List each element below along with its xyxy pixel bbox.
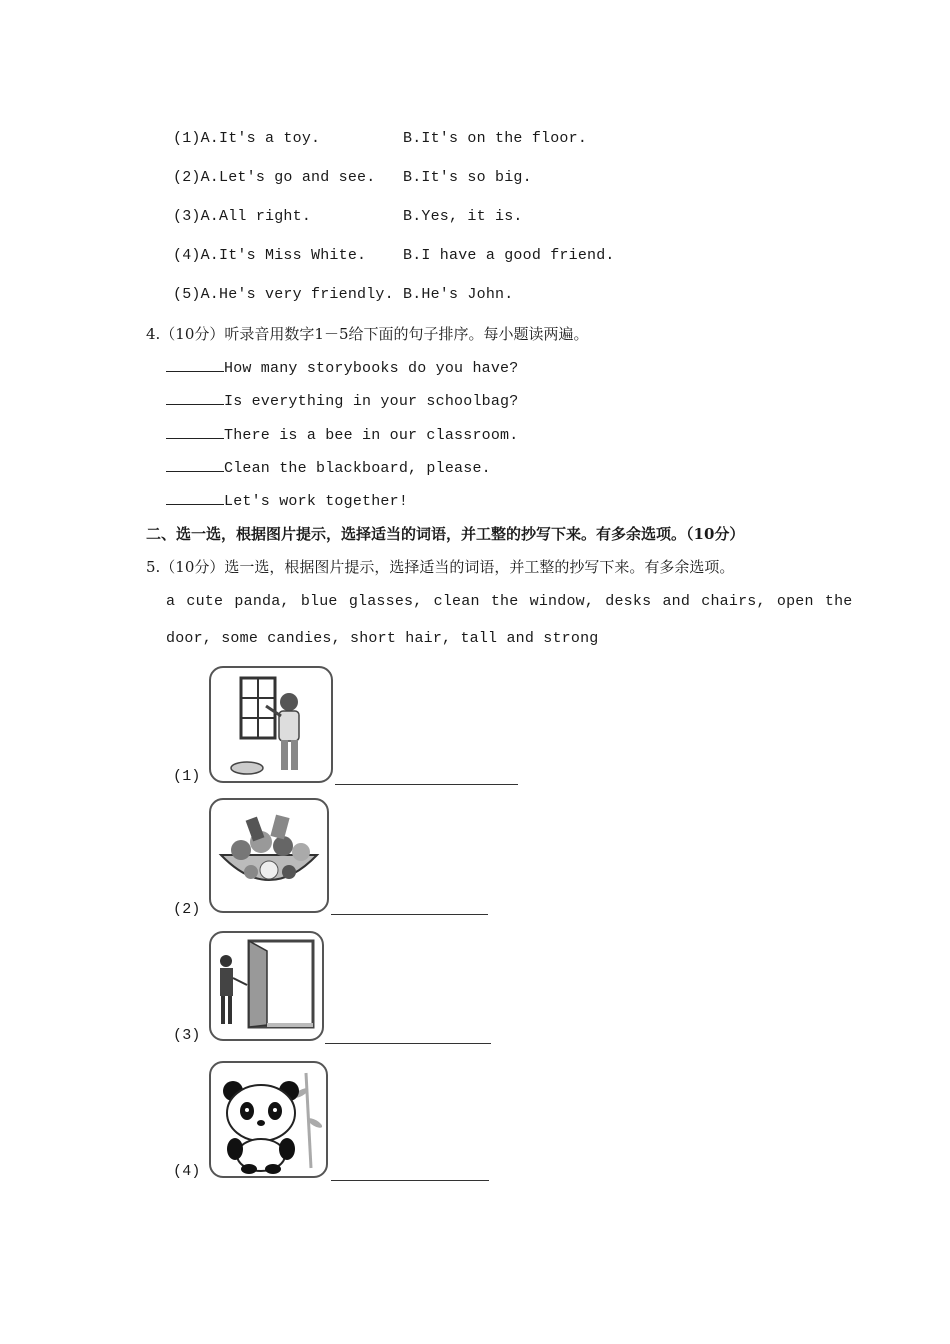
q4-sentence-1: How many storybooks do you have? xyxy=(166,357,518,377)
answer-blank[interactable] xyxy=(166,424,224,439)
q3-option-2-b: B.It's so big. xyxy=(403,169,532,186)
q3-option-3 xyxy=(173,208,311,225)
q5-item-2-number: (2) xyxy=(173,901,201,918)
q5-item-3-number: (3) xyxy=(173,1027,201,1044)
option-a: A.All right. xyxy=(200,208,312,225)
q3-option-5-b: B.He's John. xyxy=(403,286,514,303)
option-number: (1) xyxy=(173,130,201,147)
q4-title: 4.（10分）听录音用数字1－5给下面的句子排序。每小题读两遍。 xyxy=(146,325,589,343)
option-number: (2) xyxy=(173,169,201,186)
answer-blank[interactable] xyxy=(166,357,224,372)
q3-option-2 xyxy=(173,169,375,186)
q4-sentence-4: Clean the blackboard, please. xyxy=(166,457,491,477)
q3-option-5 xyxy=(173,286,394,303)
q3-option-3-b: B.Yes, it is. xyxy=(403,208,523,225)
q5-word-bank-line-2: door, some candies, short hair, tall and strong xyxy=(166,630,599,647)
answer-blank[interactable] xyxy=(166,390,224,405)
answer-blank[interactable] xyxy=(166,457,224,472)
q5-item-4-number: (4) xyxy=(173,1163,201,1180)
option-number: (5) xyxy=(173,286,201,303)
option-a: A.Let's go and see. xyxy=(200,169,376,186)
answer-blank[interactable] xyxy=(166,490,224,505)
section-heading: 二、选一选，根据图片提示，选择适当的词语，并工整的抄写下来。有多余选项。（10分） xyxy=(146,525,745,543)
q3-option-1-b: B.It's on the floor. xyxy=(403,130,588,147)
option-a: A.It's Miss White. xyxy=(200,247,367,264)
panda-picture xyxy=(209,1061,328,1178)
q4-sentence-5: Let's work together! xyxy=(166,490,408,510)
q5-answer-line-2[interactable] xyxy=(331,914,488,915)
q4-sentence-2: Is everything in your schoolbag? xyxy=(166,390,518,410)
q3-option-4 xyxy=(173,247,366,264)
boy-cleaning-window-picture xyxy=(209,666,333,783)
option-number: (4) xyxy=(173,247,201,264)
q4-sentence-3: There is a bee in our classroom. xyxy=(166,424,518,444)
q5-answer-line-3[interactable] xyxy=(325,1043,491,1044)
q5-word-bank-line-1: a cute panda, blue glasses, clean the window, desks and chairs, open the xyxy=(166,593,853,610)
q3-option-4-b: B.I have a good friend. xyxy=(403,247,615,264)
q5-answer-line-4[interactable] xyxy=(331,1180,489,1181)
q3-option-1 xyxy=(173,130,320,147)
open-door-picture xyxy=(209,931,324,1041)
option-a: A.He's very friendly. xyxy=(200,286,394,303)
option-a: A.It's a toy. xyxy=(200,130,321,147)
candies-picture xyxy=(209,798,329,913)
q5-title: 5.（10分）选一选，根据图片提示，选择适当的词语，并工整的抄写下来。有多余选项。 xyxy=(146,558,735,576)
q5-answer-line-1[interactable] xyxy=(335,784,518,785)
q5-item-1-number: (1) xyxy=(173,768,201,785)
option-number: (3) xyxy=(173,208,201,225)
